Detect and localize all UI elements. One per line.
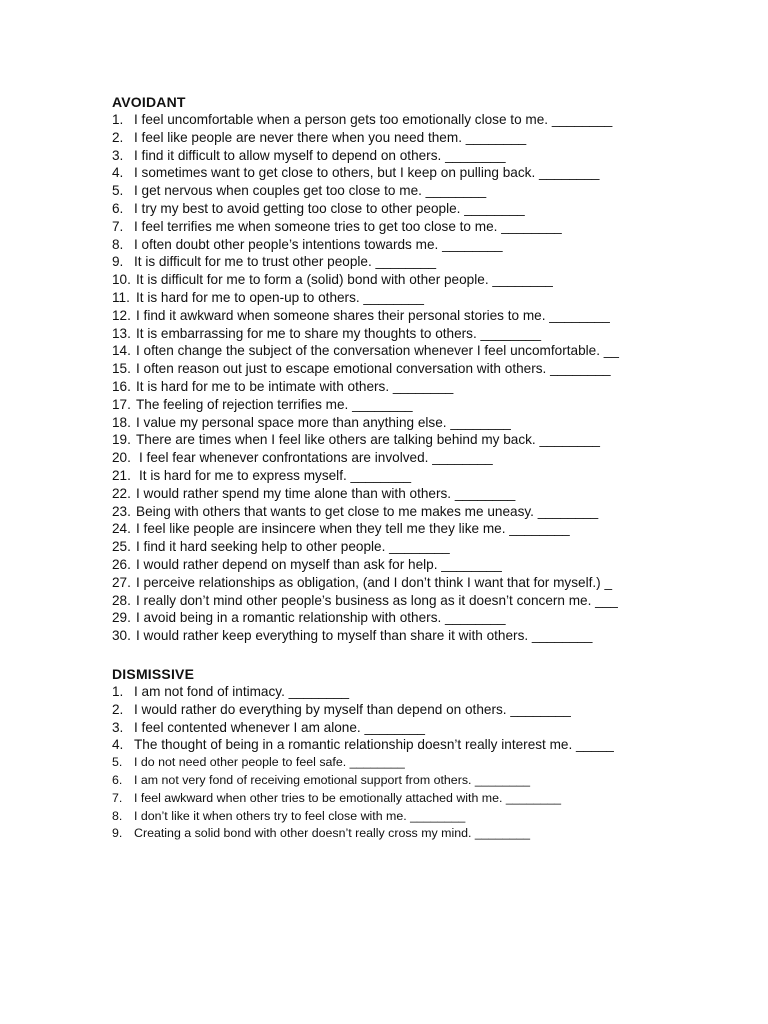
question-number: 1. [112, 112, 124, 127]
question-text: I feel uncomfortable when a person gets too emotionally close to me. ________ [134, 112, 613, 127]
question-number: 4. [112, 165, 124, 181]
question-item [112, 467, 732, 485]
question-text: Being with others that wants to get close to me makes me uneasy. ________ [136, 503, 599, 519]
question-item [112, 790, 732, 808]
question-item [112, 253, 732, 271]
question-item [112, 808, 732, 826]
question-number: 14. [112, 343, 131, 359]
question-text: I often doubt other people’s intentions towards me. ________ [134, 236, 503, 252]
question-item [112, 609, 732, 627]
question-text: I would rather do everything by myself than depend on others. ________ [134, 701, 571, 717]
question-text: I feel like people are insincere when they tell me they like me. ________ [136, 521, 570, 537]
question-number: 13. [112, 325, 131, 341]
dismissive-section [112, 665, 732, 843]
question-text: It is embarrassing for me to share my thoughts to others. ________ [136, 325, 542, 341]
question-item [112, 218, 732, 236]
question-item [112, 449, 732, 467]
question-number: 6. [112, 200, 124, 216]
question-text: It is hard for me to express myself. ________ [139, 467, 412, 483]
question-item [112, 701, 732, 719]
question-number: 10. [112, 272, 131, 288]
question-number: 2. [112, 129, 124, 145]
question-text: The feeling of rejection terrifies me. ________ [136, 396, 413, 412]
question-number: 24. [112, 521, 131, 537]
question-item [112, 147, 732, 165]
question-item [112, 431, 732, 449]
question-item [112, 485, 732, 503]
question-number: 3. [112, 719, 124, 735]
question-item [112, 325, 732, 343]
question-item [112, 538, 732, 556]
question-text: I often reason out just to escape emotional conversation with others. ________ [136, 361, 611, 377]
question-text: I sometimes want to get close to others, but I keep on pulling back. ________ [134, 165, 600, 181]
question-number: 27. [112, 574, 131, 590]
question-text: Creating a solid bond with other doesn’t really cross my mind. ________ [134, 826, 531, 841]
question-number: 2. [112, 701, 124, 717]
question-item [112, 378, 732, 396]
question-number: 19. [112, 432, 131, 448]
question-item [112, 129, 732, 147]
question-text: I am not fond of intimacy. ________ [134, 684, 350, 699]
question-text: It is hard for me to be intimate with others. ________ [136, 378, 454, 394]
question-text: I feel fear whenever confrontations are involved. ________ [139, 450, 493, 466]
question-number: 7. [112, 790, 123, 805]
question-number: 29. [112, 610, 131, 626]
question-text: I find it difficult to allow myself to depend on others. ________ [134, 147, 506, 163]
question-item [112, 556, 732, 574]
question-text: I feel contented whenever I am alone. ________ [134, 719, 425, 735]
question-item [112, 200, 732, 218]
question-number: 9. [112, 826, 123, 841]
question-number: 5. [112, 755, 123, 770]
question-text: I often change the subject of the conversation whenever I feel uncomfortable. __ [136, 343, 619, 359]
question-number: 5. [112, 183, 124, 199]
question-number: 1. [112, 684, 124, 699]
question-number: 8. [112, 808, 123, 823]
question-text: I feel awkward when other tries to be emotionally attached with me. ________ [134, 790, 562, 805]
question-number: 6. [112, 772, 123, 787]
question-text: I would rather depend on myself than ask for help. ________ [136, 556, 502, 572]
question-item [112, 503, 732, 521]
question-number: 21. [112, 467, 131, 483]
question-number: 26. [112, 556, 131, 572]
dismissive-list [112, 683, 732, 843]
question-item [112, 520, 732, 538]
question-item [112, 574, 732, 592]
question-text: I get nervous when couples get too close to me. ________ [134, 183, 487, 199]
question-item [112, 307, 732, 325]
question-item [112, 825, 732, 843]
question-item [112, 182, 732, 200]
question-text: It is difficult for me to trust other people. ________ [134, 254, 437, 270]
question-text: I feel terrifies me when someone tries to get too close to me. ________ [134, 218, 562, 234]
question-item [112, 342, 732, 360]
question-item [112, 111, 732, 129]
question-item [112, 683, 732, 701]
avoidant-heading: AVOIDANT [112, 94, 186, 110]
question-text: I don’t like it when others try to feel close with me. ________ [134, 808, 466, 823]
question-text: I find it hard seeking help to other people. ________ [136, 539, 450, 555]
question-text: I would rather spend my time alone than with others. ________ [136, 485, 516, 501]
question-item [112, 754, 732, 772]
question-number: 20. [112, 450, 131, 466]
question-item [112, 627, 732, 645]
question-text: I am not very fond of receiving emotional support from others. ________ [134, 772, 531, 787]
question-number: 22. [112, 485, 131, 501]
question-text: I really don’t mind other people’s business as long as it doesn’t concern me. ___ [136, 592, 618, 608]
dismissive-heading: DISMISSIVE [112, 666, 195, 682]
question-text: I try my best to avoid getting too close to other people. ________ [134, 200, 525, 216]
question-item [112, 772, 732, 790]
question-text: The thought of being in a romantic relationship doesn’t really interest me. _____ [134, 737, 614, 753]
question-text: I avoid being in a romantic relationship with others. ________ [136, 610, 506, 626]
question-item [112, 289, 732, 307]
question-number: 30. [112, 628, 131, 644]
question-item [112, 414, 732, 432]
question-number: 12. [112, 307, 131, 323]
question-item [112, 360, 732, 378]
question-text: I would rather keep everything to myself than share it with others. ________ [136, 628, 593, 644]
question-number: 3. [112, 147, 124, 163]
question-item [112, 592, 732, 610]
question-number: 17. [112, 396, 131, 412]
question-text: I find it awkward when someone shares their personal stories to me. ________ [136, 307, 610, 323]
avoidant-section [112, 93, 732, 645]
question-text: I value my personal space more than anything else. ________ [136, 414, 511, 430]
question-item [112, 396, 732, 414]
question-number: 28. [112, 592, 131, 608]
question-number: 4. [112, 737, 124, 753]
question-number: 9. [112, 254, 124, 270]
question-item [112, 236, 732, 254]
question-item [112, 271, 732, 289]
question-number: 15. [112, 361, 131, 377]
question-text: It is difficult for me to form a (solid) bond with other people. ________ [136, 272, 553, 288]
question-item [112, 164, 732, 182]
question-number: 18. [112, 414, 131, 430]
question-number: 8. [112, 236, 124, 252]
question-number: 16. [112, 378, 131, 394]
avoidant-list [112, 111, 732, 645]
question-item [112, 719, 732, 737]
question-number: 23. [112, 503, 131, 519]
question-item [112, 736, 732, 754]
question-text: There are times when I feel like others are talking behind my back. ________ [136, 432, 600, 448]
question-number: 11. [112, 289, 130, 305]
question-number: 25. [112, 539, 131, 555]
question-text: I perceive relationships as obligation, (and I don’t think I want that for myself.) _ [136, 574, 613, 590]
question-number: 7. [112, 218, 124, 234]
question-text: I do not need other people to feel safe. ________ [134, 755, 405, 770]
question-text: It is hard for me to open-up to others. ________ [136, 289, 424, 305]
question-text: I feel like people are never there when you need them. ________ [134, 129, 527, 145]
